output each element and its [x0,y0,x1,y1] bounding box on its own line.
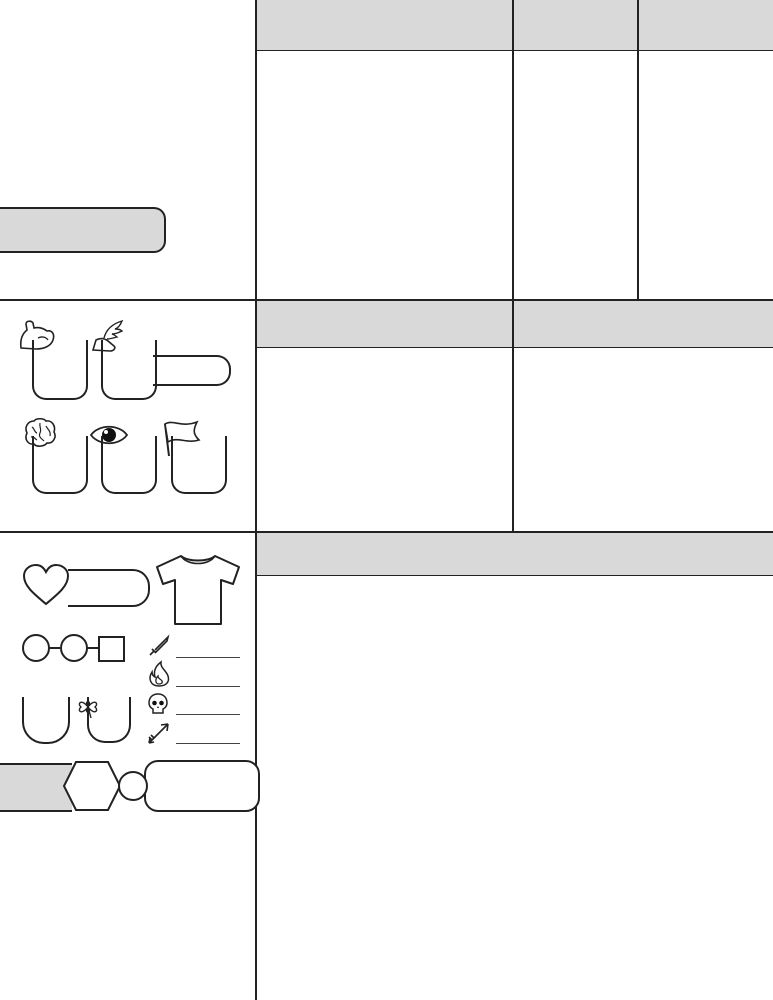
arrow-icon [146,720,172,746]
sta-value-box[interactable] [32,340,88,400]
max-fatigue-hexagon[interactable] [62,760,122,812]
wound-circle-2[interactable] [60,634,88,662]
ancestry-header [257,0,512,51]
archetype-header [257,533,773,576]
resist-line-4[interactable] [176,743,240,744]
int-value-box[interactable] [32,436,88,494]
speed-value-box[interactable] [153,355,231,386]
resist-line-2[interactable] [176,686,240,687]
wound-square[interactable] [98,636,125,662]
wound-circle-1[interactable] [22,634,50,662]
resist-line-3[interactable] [176,714,240,715]
skills-header [514,0,637,51]
agl-value-box[interactable] [101,340,157,400]
fatigue-field[interactable] [144,760,260,812]
weapon-header [514,301,773,348]
perks-header [257,301,512,348]
current-health-field[interactable] [68,569,150,607]
tgh-value-box[interactable] [22,697,70,744]
character-name-field[interactable] [0,207,166,253]
resist-line-1[interactable] [176,657,240,658]
heart-icon[interactable] [22,564,70,606]
per-value-box[interactable] [101,436,157,494]
sword-icon [147,634,171,658]
skull-icon [146,692,170,716]
wil-value-box[interactable] [171,436,227,494]
minus-icon [118,771,148,801]
bonds-header [639,0,773,51]
luck-value-box[interactable] [87,697,131,743]
frame-divider-skills-body [512,50,514,300]
frame-divider-vertical [255,0,257,1000]
fire-icon [146,660,172,688]
shirt-icon [155,553,241,627]
